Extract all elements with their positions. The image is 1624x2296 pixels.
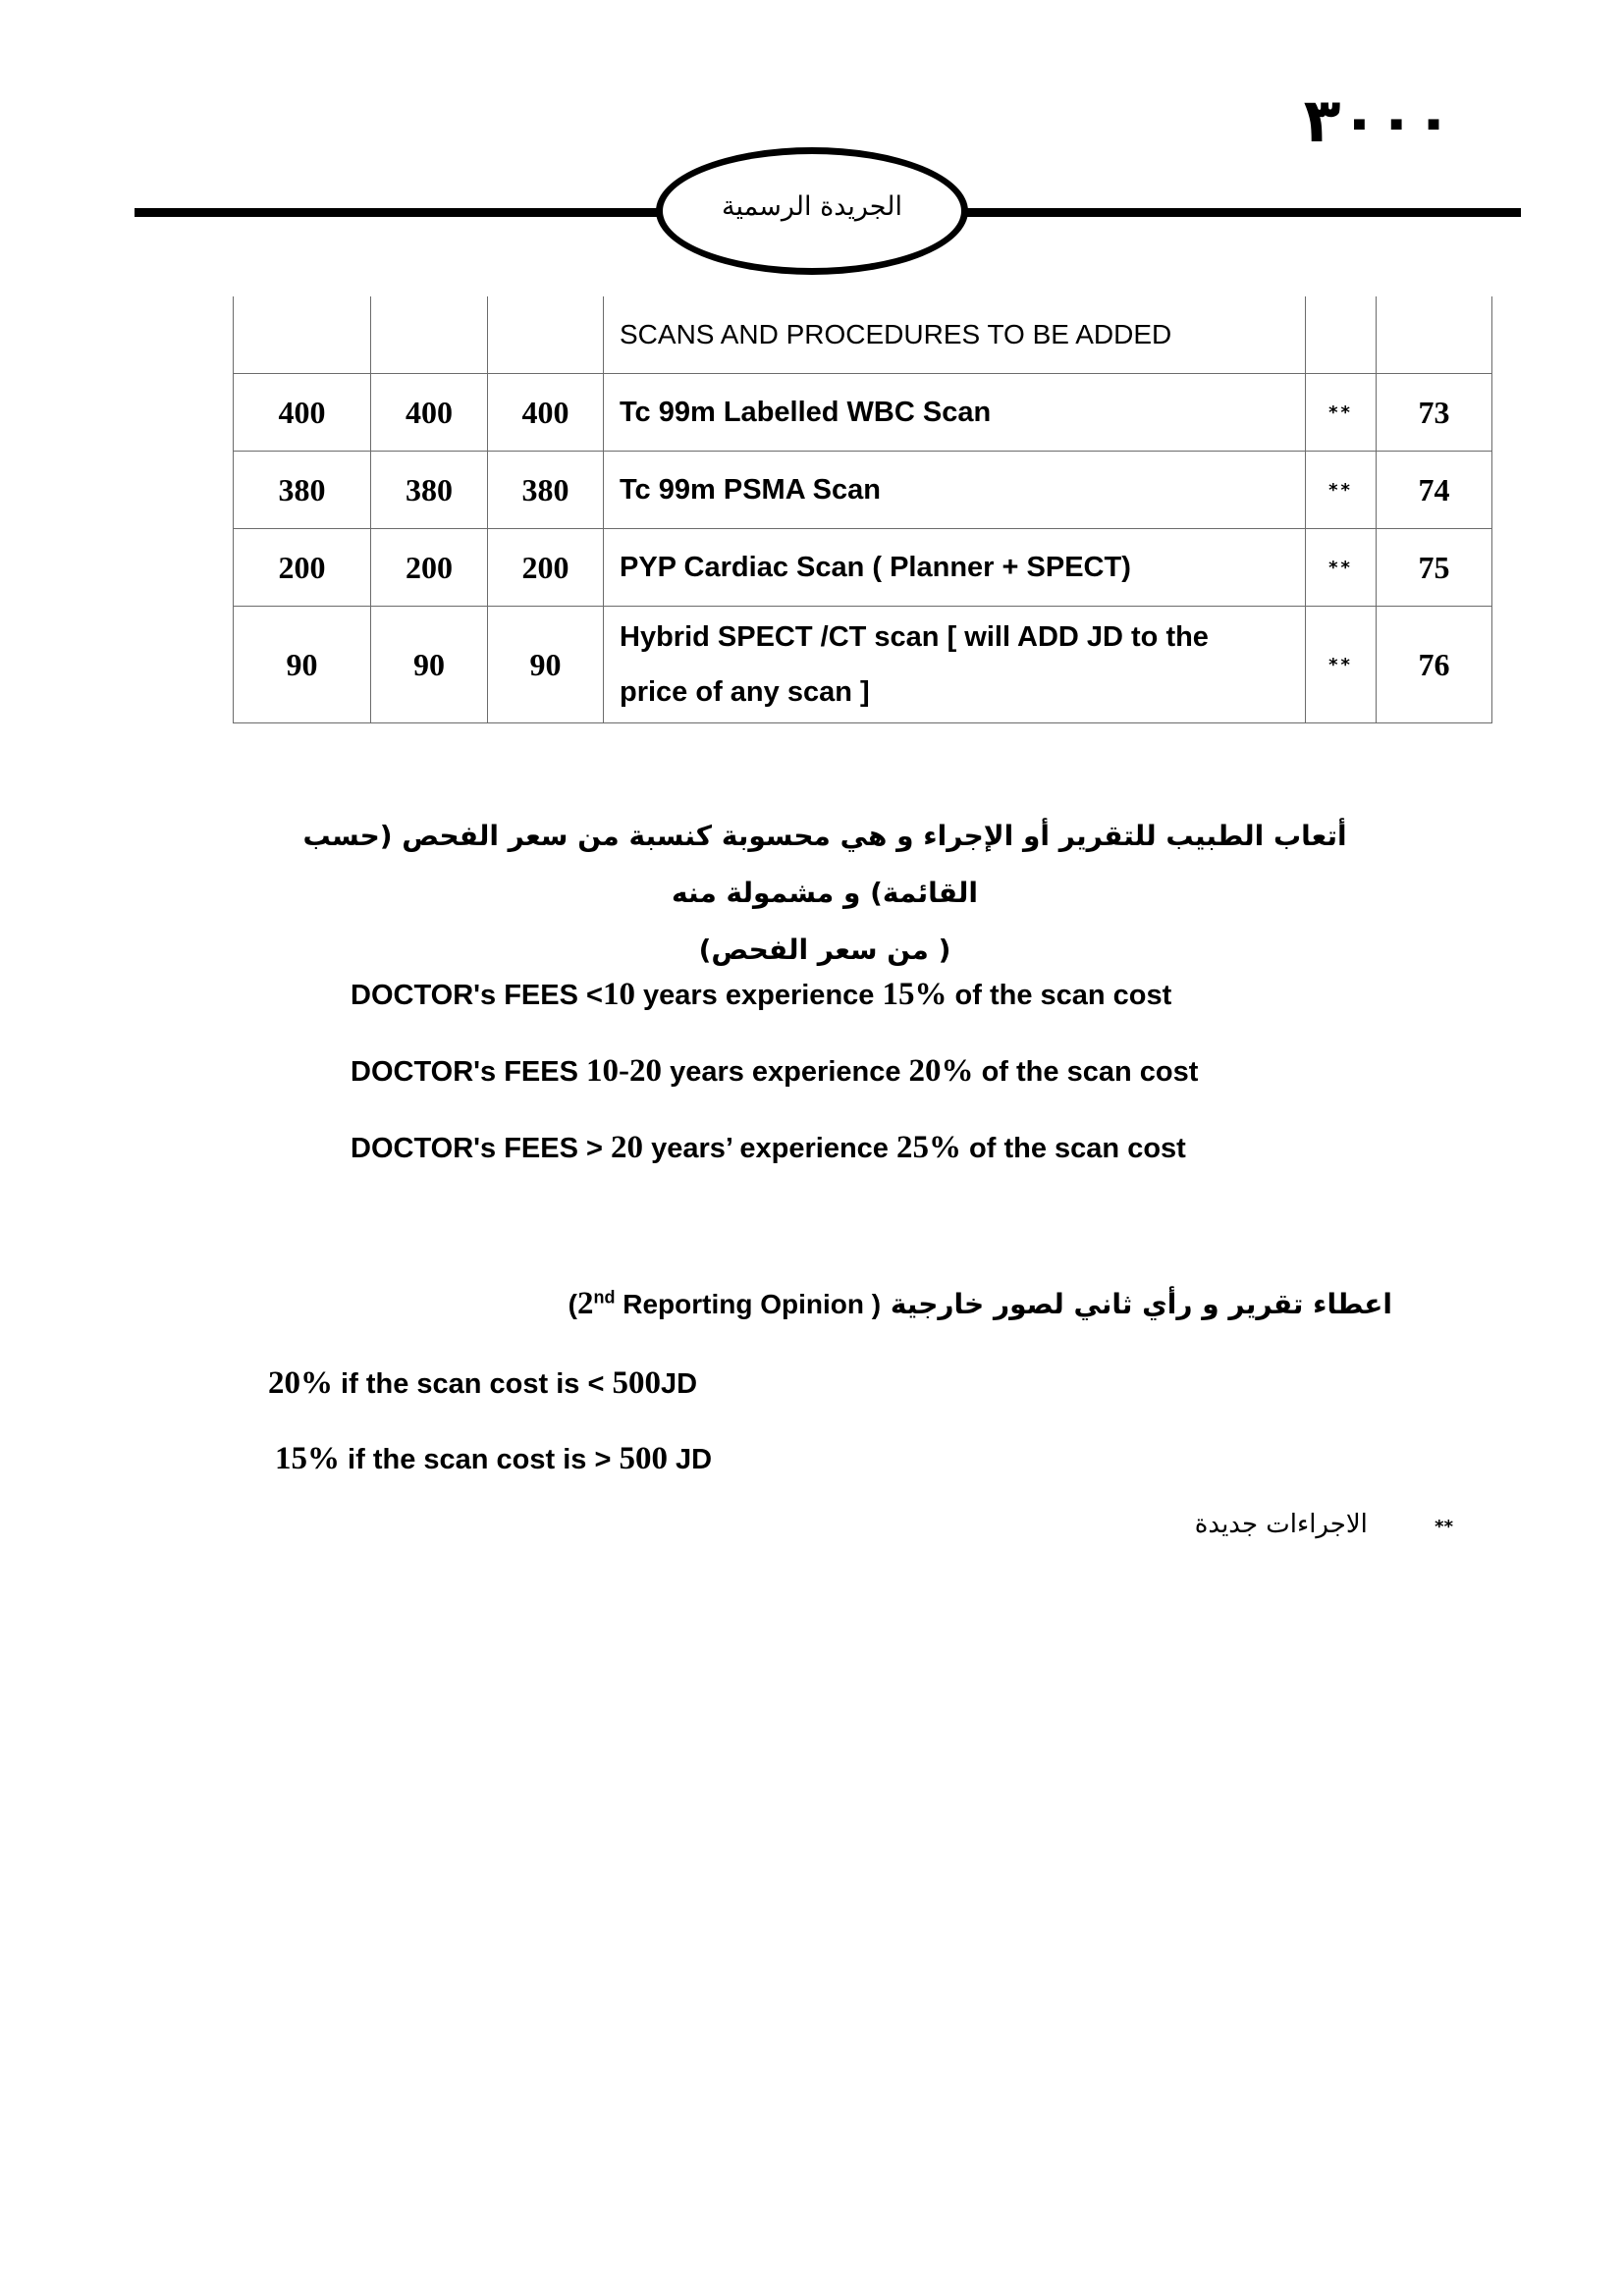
paren-close: ) xyxy=(871,1289,882,1319)
page-number: ٣٠٠٠ xyxy=(1303,84,1452,156)
rate-percent: 20% xyxy=(268,1365,333,1401)
price-cell: 400 xyxy=(234,374,371,452)
price-cell: 380 xyxy=(234,452,371,529)
rate-condition: if the scan cost is > xyxy=(340,1444,620,1475)
table-row xyxy=(234,452,1492,529)
rate-amount: 500 xyxy=(619,1441,668,1476)
price-cell: 200 xyxy=(371,529,488,607)
table-row xyxy=(234,374,1492,452)
doctor-fees-note xyxy=(245,808,1404,979)
procedure-name: Tc 99m Labelled WBC Scan xyxy=(604,374,1306,452)
second-opinion-arabic: اعطاء تقرير و رأي ثاني لصور خارجية xyxy=(890,1288,1392,1320)
empty-cell xyxy=(371,296,488,374)
fee-prefix: DOCTOR's FEES < xyxy=(351,980,603,1011)
fee-years: 10 xyxy=(602,977,635,1012)
price-cell: 380 xyxy=(488,452,604,529)
rate-condition: if the scan cost is < xyxy=(333,1368,613,1400)
fee-prefix: DOCTOR's FEES > xyxy=(351,1133,612,1164)
price-cell: 380 xyxy=(371,452,488,529)
section-title: SCANS AND PROCEDURES TO BE ADDED xyxy=(604,296,1306,374)
footnote xyxy=(1195,1510,1453,1539)
ordinal-number: 2 xyxy=(576,1286,594,1321)
fee-suffix: of the scan cost xyxy=(961,1133,1186,1164)
fee-mid: years experience xyxy=(662,1056,909,1088)
table-section-row xyxy=(234,296,1492,374)
fee-percent: 25% xyxy=(896,1130,961,1165)
procedure-name: PYP Cardiac Scan ( Planner + SPECT) xyxy=(604,529,1306,607)
masthead-oval xyxy=(656,147,968,275)
second-opinion-rate xyxy=(275,1441,712,1477)
fee-mid: years’ experience xyxy=(643,1133,896,1164)
second-opinion-heading xyxy=(568,1286,1392,1322)
rate-amount: 500 xyxy=(612,1365,661,1401)
masthead-title: الجريدة الرسمية xyxy=(722,190,902,222)
price-cell: 200 xyxy=(234,529,371,607)
doctor-fee-line xyxy=(351,1053,1198,1090)
procedure-name-line: Hybrid SPECT /CT scan [ will ADD JD to the xyxy=(620,621,1209,653)
paren-open: ( xyxy=(568,1289,577,1319)
procedure-name xyxy=(604,607,1306,723)
footnote-mark: ** xyxy=(1435,1517,1453,1537)
procedures-table xyxy=(233,296,1492,723)
row-number: 74 xyxy=(1377,452,1492,529)
fee-percent: 15% xyxy=(882,977,947,1012)
new-mark: ** xyxy=(1306,374,1377,452)
fee-years: 10-20 xyxy=(586,1053,663,1089)
fee-years: 20 xyxy=(611,1130,644,1165)
table-row xyxy=(234,607,1492,723)
empty-cell xyxy=(1306,296,1377,374)
fee-percent: 20% xyxy=(908,1053,974,1089)
doctor-fee-line xyxy=(351,1130,1186,1166)
new-mark: ** xyxy=(1306,607,1377,723)
procedure-name-line: price of any scan ] xyxy=(620,676,870,708)
procedure-name: Tc 99m PSMA Scan xyxy=(604,452,1306,529)
footnote-text: الاجراءات جديدة xyxy=(1194,1510,1368,1539)
fee-mid: years experience xyxy=(634,980,883,1011)
empty-cell xyxy=(234,296,371,374)
price-cell: 90 xyxy=(234,607,371,723)
second-opinion-rate xyxy=(268,1365,697,1402)
table-row xyxy=(234,529,1492,607)
price-cell: 90 xyxy=(371,607,488,723)
rate-unit: JD xyxy=(667,1444,713,1475)
price-cell: 90 xyxy=(488,607,604,723)
price-cell: 400 xyxy=(488,374,604,452)
rate-percent: 15% xyxy=(275,1441,340,1476)
empty-cell xyxy=(488,296,604,374)
second-opinion-english xyxy=(568,1286,882,1321)
fee-suffix: of the scan cost xyxy=(973,1056,1199,1088)
doctor-fees-note-line: أتعاب الطبيب للتقرير أو الإجراء و هي محسوبة كنسبة من سعر الفحص (حسب القائمة) و مشمولة منه xyxy=(302,820,1347,909)
opinion-label: Reporting Opinion xyxy=(615,1289,872,1319)
doctor-fees-note-line: ( من سعر الفحص) xyxy=(698,934,951,966)
ordinal-suffix: nd xyxy=(593,1287,616,1308)
empty-cell xyxy=(1377,296,1492,374)
new-mark: ** xyxy=(1306,452,1377,529)
doctor-fee-line xyxy=(351,977,1171,1013)
fee-prefix: DOCTOR's FEES xyxy=(351,1056,587,1088)
price-cell: 400 xyxy=(371,374,488,452)
row-number: 76 xyxy=(1377,607,1492,723)
row-number: 75 xyxy=(1377,529,1492,607)
row-number: 73 xyxy=(1377,374,1492,452)
fee-suffix: of the scan cost xyxy=(947,980,1172,1011)
new-mark: ** xyxy=(1306,529,1377,607)
rate-unit: JD xyxy=(660,1368,698,1400)
price-cell: 200 xyxy=(488,529,604,607)
